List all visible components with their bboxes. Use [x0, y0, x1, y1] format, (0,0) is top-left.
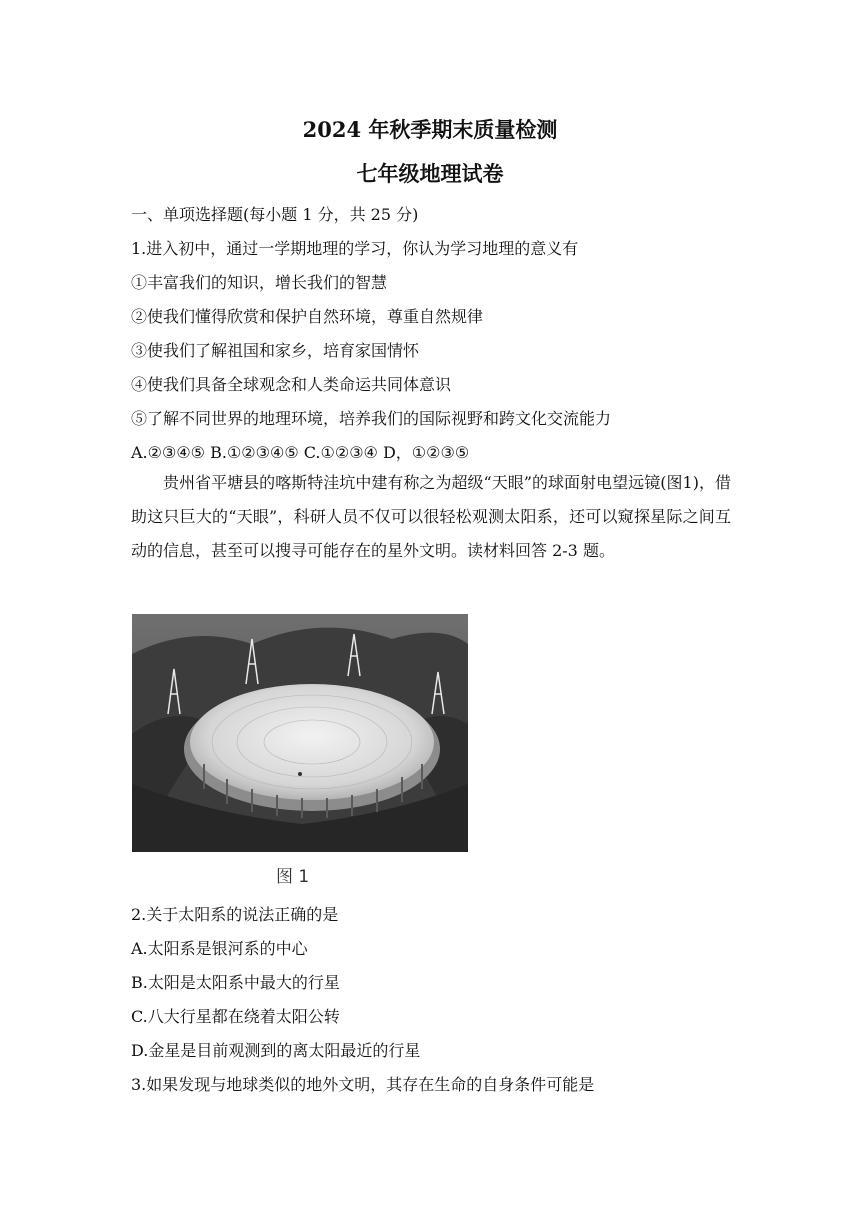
question-3-stem: 3.如果发现与地球类似的地外文明，其存在生命的自身条件可能是 — [131, 1075, 595, 1094]
question-2-option: A.太阳系是银河系的中心 — [131, 939, 308, 958]
question-2-stem: 2.关于太阳系的说法正确的是 — [131, 905, 339, 924]
question-1-options: A.②③④⑤ B.①②③④⑤ C.①②③④ D，①②③⑤ — [131, 443, 470, 462]
reading-material: 贵州省平塘县的喀斯特洼坑中建有称之为超级“天眼”的球面射电望远镜(图1)，借助这只巨大的“天眼”，科研人员不仅可以很轻松观测太阳系，还可以窥探星际之间互动的信息，甚至可以搜寻可能存在的星外文明。读材料回答 2-3 题。 — [131, 473, 731, 560]
question-1-item: ④使我们具备全球观念和人类命运共同体意识 — [131, 375, 452, 394]
question-2-option: C.八大行星都在绕着太阳公转 — [131, 1007, 340, 1026]
question-1-item: ⑤了解不同世界的地理环境，培养我们的国际视野和跨文化交流能力 — [131, 409, 612, 428]
exam-title: 2024 年秋季期末质量检测 — [302, 117, 558, 142]
question-2-option: D.金星是目前观测到的离太阳最近的行星 — [131, 1041, 421, 1060]
fast-telescope-photo — [132, 614, 468, 852]
figure-caption: 图 1 — [276, 867, 310, 887]
question-1-item: ②使我们懂得欣赏和保护自然环境，尊重自然规律 — [131, 307, 484, 326]
question-1-item: ①丰富我们的知识，增长我们的智慧 — [131, 273, 388, 292]
question-2-option: B.太阳是太阳系中最大的行星 — [131, 973, 340, 992]
question-1-stem: 1.进入初中，通过一学期地理的学习，你认为学习地理的意义有 — [131, 239, 579, 258]
exam-subtitle: 七年级地理试卷 — [356, 161, 504, 186]
question-1-item: ③使我们了解祖国和家乡，培育家国情怀 — [131, 341, 420, 360]
section-heading: 一、单项选择题(每小题 1 分，共 25 分) — [131, 205, 419, 224]
